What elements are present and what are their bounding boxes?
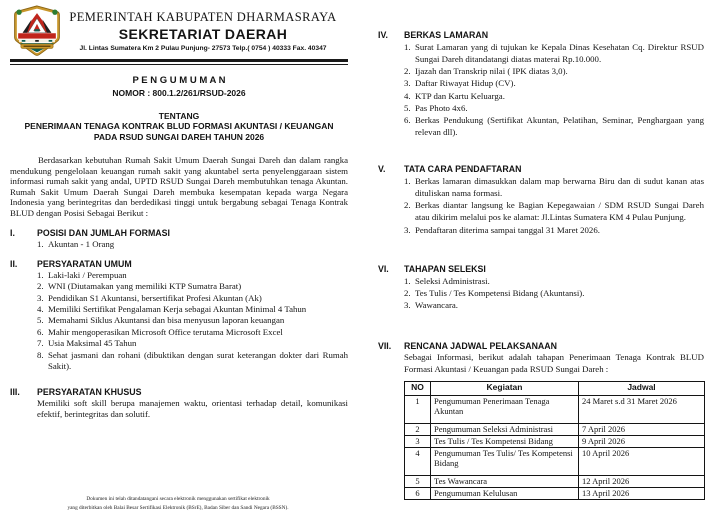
section-jadwal: [378, 341, 704, 500]
col-header-kegiatan: Kegiatan: [431, 381, 579, 395]
subject-line-2: PADA RSUD SUNGAI DAREH TAHUN 2026: [93, 132, 265, 143]
list-item: Berkas lamaran dimasukkan dalam map berwarna Biru dan di sudut kanan atas dituliskan nama formasi.: [415, 176, 704, 199]
office-address: Jl. Lintas Sumatera Km 2 Pulau Punjung- 27573 Telp.( 0754 ) 40333 Fax. 40347: [79, 45, 327, 52]
footnote-line-1: Dokumen ini telah ditandatangani secara elektronik menggunakan sertifikat elektronik: [86, 496, 270, 503]
intro-paragraph: Berdasarkan kebutuhan Rumah Sakit Umum Daerah Sungai Dareh dan dalam rangka mendukung pengelolaan keuangan rumah sakit yang akuntabel serta penyelenggaraan sistem informasi rumah sakit yang andal, UPTD RSUD Sungai Dareh membutuhkan tenaga Akuntan. Rumah Sakit Umum Daerah Sungai Dareh membuka kesempatan kepada warga Negara Indonesia yang berintegritas dan berdedikasi tinggi untuk bergabung sebagai Tenaga Kontrak BLUD dengan Posisi Sebagai Berikut :: [10, 155, 348, 218]
footnote-line-2: yang diterbitkan oleh Balai Besar Sertifikasi Elektronik (BSrE), Badan Siber dan Sandi Negara (BSSN).: [67, 504, 289, 511]
list-item: Akuntan - 1 Orang: [48, 239, 115, 250]
letterhead: [10, 5, 348, 57]
section-title: TAHAPAN SELEKSI: [404, 263, 486, 274]
subject-line-1: PENERIMAAN TENAGA KONTRAK BLUD FORMASI AKUNTASI / KEUANGAN: [24, 121, 334, 131]
letterhead-text: [64, 10, 348, 52]
list-item: Memiliki Sertifikat Pengalaman Kerja sebagai Akuntan Minimal 4 Tahun: [48, 304, 307, 315]
list-item: Pendidikan S1 Akuntansi, bersertifikat Profesi Akuntan (Ak): [48, 292, 262, 303]
section-numeral: III.: [10, 386, 20, 397]
section-numeral: VI.: [378, 263, 389, 274]
section-berkas-lamaran: [378, 30, 704, 138]
list-item: Berkas diantar langsung ke Bagian Kepegawaian / SDM RSUD Sungai Dareh atau dikirim melalui pos ke alamat: Jl.Lintas Sumatera KM 4 Pulau Punjung.: [415, 200, 704, 223]
list-item: Usia Maksimal 45 Tahun: [48, 338, 137, 349]
list-item: Daftar Riwayat Hidup (CV).: [415, 78, 516, 89]
section-body-text: Memiliki soft skill berupa manajemen waktu, orientasi terhadap detail, komunikasi efektif, berintegritas dan solutif.: [37, 397, 348, 420]
section-title: TATA CARA PENDAFTARAN: [404, 164, 522, 174]
list-item: Tes Tulis / Tes Kompetensi Bidang (Akuntansi).: [415, 287, 585, 298]
table-header-row: [405, 381, 705, 395]
list-item: WNI (Diutamakan yang memiliki KTP Sumatra Barat): [48, 281, 242, 292]
section-numeral: I.: [10, 228, 15, 239]
table-row: 4 Pengumuman Tes Tulis/ Tes Kompetensi Bidang 10 April 2026: [405, 447, 705, 475]
right-column: [356, 0, 728, 520]
section-title: PERSYARATAN UMUM: [37, 258, 132, 269]
table-row: 5 Tes Wawancara 12 April 2026: [405, 475, 705, 487]
regency-crest-icon: [10, 5, 64, 57]
title-block: [10, 75, 348, 143]
section-numeral: V.: [378, 164, 386, 174]
list-item: KTP dan Kartu Keluarga.: [415, 90, 505, 101]
document-title: P E N G U M U M A N: [132, 75, 226, 86]
letterhead-divider: [10, 59, 348, 65]
list-item: Ijazah dan Transkrip nilai ( IPK diatas 3,0).: [415, 66, 568, 77]
regency-crest-logo: [10, 5, 64, 57]
col-header-jadwal: Jadwal: [579, 381, 705, 395]
list-item: Berkas Pendukung (Sertifikat Akuntan, Pelatihan, Seminar, Penghargaan yang relevan dll).: [415, 114, 704, 137]
table-row: 3 Tes Tulis / Tes Kompetensi Bidang 9 April 2026: [405, 435, 705, 447]
document-number: NOMOR : 800.1.2/261/RSUD-2026: [112, 88, 246, 98]
section-numeral: II.: [10, 258, 18, 269]
list-item: Sehat jasmani dan rohani (dibuktikan dengan surat keterangan dokter dari Rumah Sakit).: [48, 349, 348, 372]
section-title: RENCANA JADWAL PELAKSANAAN: [404, 341, 557, 351]
tentang-label: TENTANG: [158, 111, 200, 121]
list-item: Pendaftaran diterima sampai tanggal 31 Maret 2026.: [415, 224, 600, 235]
list-item: Laki-laki / Perempuan: [48, 269, 127, 280]
list-item: Seleksi Administrasi.: [415, 275, 490, 286]
list-item: Memahami Siklus Akuntansi dan bisa menyusun laporan keuangan: [48, 315, 285, 326]
section-title: PERSYARATAN KHUSUS: [37, 386, 142, 397]
office-name: SEKRETARIAT DAERAH: [118, 26, 288, 42]
table-row: 6 Pengumuman Kelulusan 13 April 2026: [405, 487, 705, 499]
list-item: Surat Lamaran yang di tujukan ke Kepala Dinas Kesehatan Cq. Direktur RSUD Sungai Dareh ditandatangi diatas materai Rp.10.000.: [415, 42, 704, 65]
section-body-text: Sebagai Informasi, berikut adalah tahapan Penerimaan Tenaga Kontrak BLUD Formasi Akuntasi / Keuangan pada RSUD Sungai Dareh :: [404, 352, 704, 374]
list-item: Mahir mengoperasikan Microsoft Office terutama Microsoft Excel: [48, 326, 283, 337]
table-row: 2 Pengumuman Seleksi Administrasi 7 April 2026: [405, 423, 705, 435]
section-posisi: [10, 228, 348, 250]
section-numeral: IV.: [378, 30, 388, 40]
section-title: BERKAS LAMARAN: [404, 30, 489, 40]
schedule-table: [404, 381, 705, 500]
section-title: POSISI DAN JUMLAH FORMASI: [37, 228, 170, 239]
list-item: Wawancara.: [415, 299, 459, 310]
section-persyaratan-khusus: [10, 387, 348, 422]
list-item: Pas Photo 4x6.: [415, 102, 468, 113]
col-header-no: NO: [405, 381, 431, 395]
left-column: [0, 0, 356, 520]
section-numeral: VII.: [378, 341, 392, 351]
electronic-signature-footnote: [25, 495, 331, 512]
table-row: 1 Pengumuman Penerimaan Tenaga Akuntan 24 Maret s.d 31 Maret 2026: [405, 395, 705, 423]
section-persyaratan-umum: [10, 259, 348, 373]
section-tata-cara: [378, 164, 704, 236]
section-tahapan-seleksi: [378, 264, 704, 311]
government-name: PEMERINTAH KABUPATEN DHARMASRAYA: [69, 10, 337, 24]
